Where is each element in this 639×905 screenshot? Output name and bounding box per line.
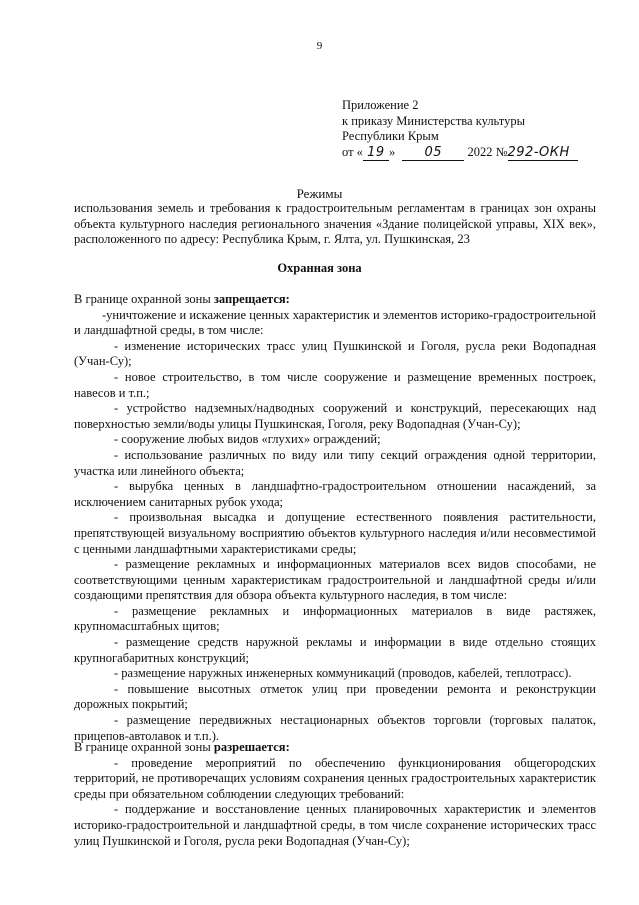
prohibited-item: - новое строительство, в том числе сооружение и размещение временных построек, навесов и т.п.; xyxy=(74,369,596,400)
appendix-date-line xyxy=(342,145,578,162)
prohibited-lead-bold: запрещается: xyxy=(213,292,290,306)
appendix-line-3: Республики Крым xyxy=(342,129,439,143)
appendix-line-1: Приложение 2 xyxy=(342,98,419,112)
appendix-line-2: к приказу Министерства культуры xyxy=(342,113,525,128)
page-number: 9 xyxy=(316,40,323,52)
prohibited-item: - произвольная высадка и допущение естественного появления растительности, препятствующей визуальному восприятию объектов культурного наследия и/или несовместимой с ценными ландшафтными характеристиками среды; xyxy=(74,510,596,556)
appendix-block xyxy=(342,98,578,161)
allowed-lead xyxy=(74,740,596,756)
prohibited-item: -уничтожение и искажение ценных характеристик и элементов историко-градостроительной и ландшафтной среды, в том числе: xyxy=(74,307,596,338)
prohibited-item: - устройство надземных/надводных сооружений и конструкций, пересекающих над поверхностью земли/воды улицы Пушкинская, Гоголя, реку Водопадная (Учан-Су); xyxy=(74,401,596,431)
prohibited-item: - использование различных по виду или типу секций ограждения одной территории, участка или линейного объекта; xyxy=(74,447,596,478)
prohibited-lead-text: В границе охранной зоны xyxy=(74,292,214,306)
date-month: 05 xyxy=(402,145,464,162)
prohibited-lead xyxy=(74,292,596,308)
allowed-item: - проведение мероприятий по обеспечению функционирования общегородских территорий, не противоречащих условиям сохранения ценных градостроительных характеристик среды при обязательном соблюдении следующих требований: xyxy=(74,755,596,801)
allowed-section xyxy=(74,740,596,849)
date-year: 2022 № xyxy=(467,144,508,159)
zone-heading: Охранная зона xyxy=(277,261,362,275)
allowed-lead-bold: разрешается: xyxy=(213,740,290,754)
document-title: Режимы xyxy=(296,186,343,201)
prohibited-section xyxy=(74,292,596,744)
document-intro: использования земель и требования к градостроительным регламентам в границах зон охраны объекта культурного наследия регионального значения «Здание полицейской управы, XIX век», расположенного по адресу: Республика Крым, г. Ялта, ул. Пушкинская, 23 xyxy=(74,201,596,247)
prohibited-item: - размещение наружных инженерных коммуникаций (проводов, кабелей, теплотрасс). xyxy=(114,666,572,681)
date-prefix: от « xyxy=(342,144,363,159)
prohibited-item: - размещение средств наружной рекламы и информации в виде отдельно стоящих крупногабаритных конструкций; xyxy=(74,635,596,665)
prohibited-item: - размещение рекламных и информационных материалов в виде растяжек, крупномасштабных щитов; xyxy=(74,603,596,634)
prohibited-item: - изменение исторических трасс улиц Пушкинской и Гоголя, русла реки Водопадная (Учан-Су); xyxy=(74,338,596,369)
date-day: 19 xyxy=(363,145,389,162)
order-number: 292-ОКН xyxy=(508,145,578,162)
prohibited-item: - размещение передвижных нестационарных объектов торговли (торговых палаток, прицепов-автолавок и т.п.). xyxy=(74,713,596,743)
prohibited-item: - вырубка ценных в ландшафтно-градостроительном отношении насаждений, за исключением санитарных рубок ухода; xyxy=(74,479,596,509)
prohibited-item: - размещение рекламных и информационных материалов всех видов способами, не соответствующими ценным характеристикам градостроительной и ландшафтной среды и/или создающими препятствия для обзора объекта культурного наследия, в том числе: xyxy=(74,557,596,603)
prohibited-item: - повышение высотных отметок улиц при проведении ремонта и реконструкции дорожных покрытий; xyxy=(74,681,596,712)
allowed-item: - поддержание и восстановление ценных планировочных характеристик и элементов историко-градостроительной и ландшафтной среды, в том числе сохранение исторических трасс улиц Пушкинской и Гоголя, русла реки Водопадная (Учан-Су); xyxy=(74,802,596,848)
prohibited-item: - сооружение любых видов «глухих» ограждений; xyxy=(114,432,381,447)
allowed-lead-text: В границе охранной зоны xyxy=(74,740,214,754)
date-mid: » xyxy=(388,144,396,159)
